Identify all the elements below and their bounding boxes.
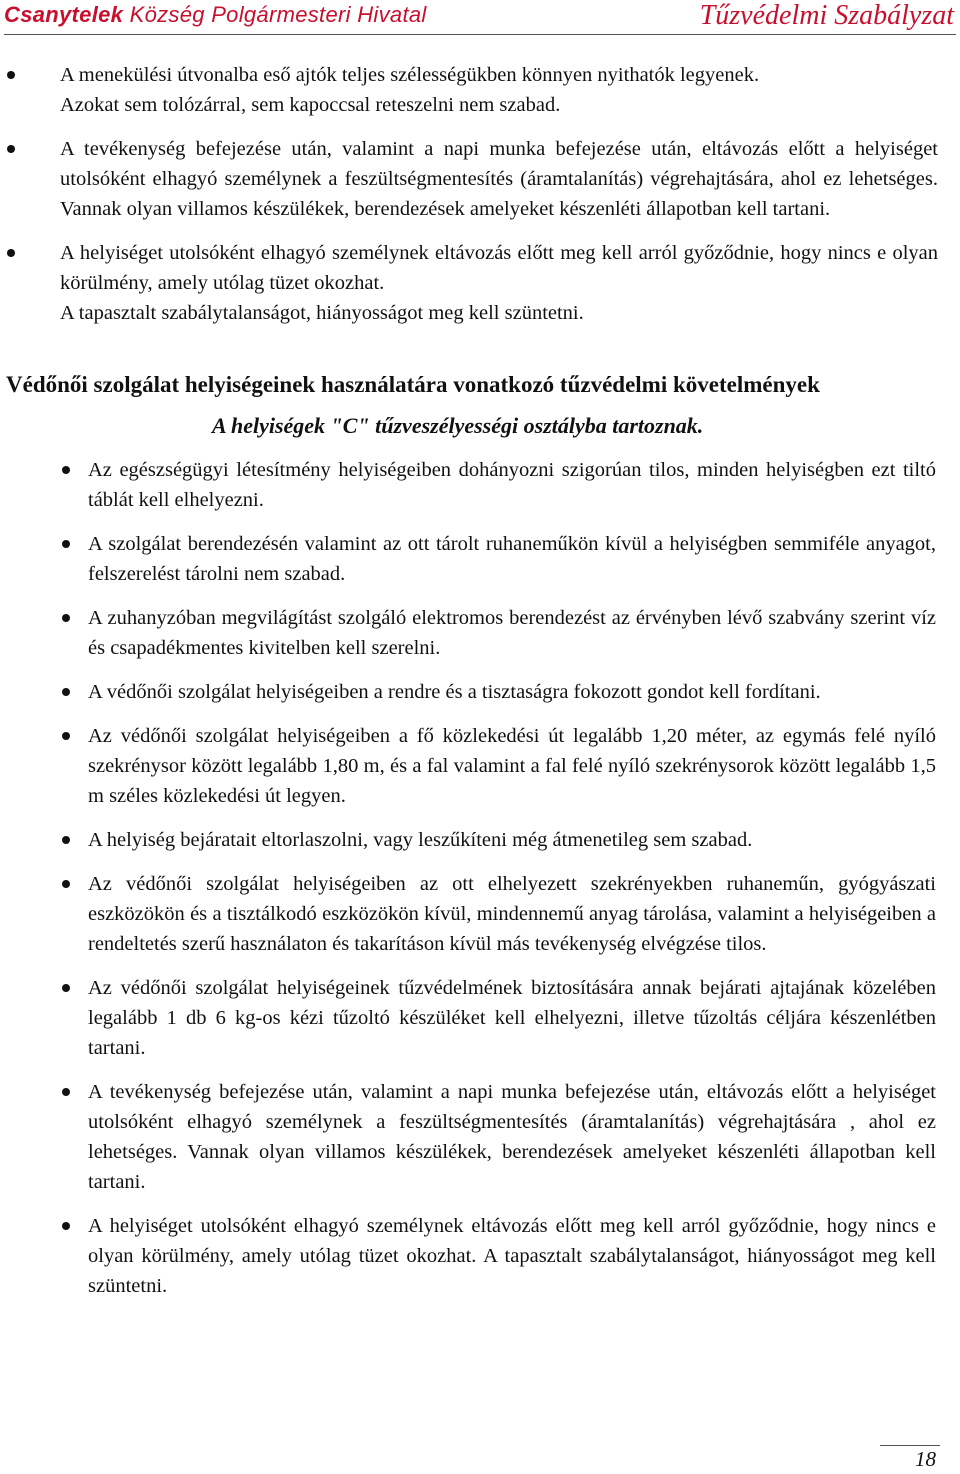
bullet-icon	[62, 836, 70, 844]
section-heading: Védőnői szolgálat helyiségeinek használatára vonatkozó tűzvédelmi követelmények	[6, 372, 820, 397]
bottom-bullet-list	[0, 455, 960, 1301]
item-text: A helyiséget utolsóként elhagyó személynek eltávozás előtt meg kell arról győződnie, hogy nincs e olyan körülmény, amely utólag tüzet okozhat. A tapasztalt szabálytalanságot, hiányosságot meg kell szüntetni.	[88, 1215, 936, 1297]
bullet-icon	[62, 614, 70, 622]
item-text: Az egészségügyi létesítmény helyiségeiben dohányozni szigorúan tilos, minden helyiségben ezt tiltó táblát kell elhelyezni.	[88, 459, 936, 511]
organization-name	[4, 2, 427, 28]
list-item	[88, 529, 936, 589]
bullet-icon	[62, 1088, 70, 1096]
list-item	[88, 1211, 936, 1301]
list-item	[88, 825, 936, 855]
bullet-icon	[7, 145, 15, 153]
bullet-icon	[62, 732, 70, 740]
item-text: A tapasztalt szabálytalanságot, hiányosságot meg kell szüntetni.	[60, 302, 584, 324]
bullet-icon	[62, 466, 70, 474]
bullet-icon	[62, 1222, 70, 1230]
list-item	[60, 238, 938, 328]
document-body	[0, 60, 960, 1315]
list-item	[88, 1077, 936, 1197]
item-text: A menekülési útvonalba eső ajtók teljes szélességükben könnyen nyithatók legyenek.	[60, 64, 760, 86]
list-item	[88, 455, 936, 515]
bullet-icon	[62, 688, 70, 696]
item-text: Az védőnői szolgálat helyiségeiben a fő közlekedési út legalább 1,20 méter, az egymás felé nyíló szekrénysor között legalább 1,80 m, és a fal valamint a fal felé nyíló szekrénysorok között legalább 1,5 m széles közlekedési út legyen.	[88, 725, 936, 807]
item-text: A helyiség bejáratait eltorlaszolni, vagy leszűkíteni még átmenetileg sem szabad.	[88, 829, 753, 851]
top-bullet-list	[0, 60, 960, 328]
bullet-icon	[7, 71, 15, 79]
header-rule	[4, 34, 956, 35]
item-text: A tevékenység befejezése után, valamint a napi munka befejezése után, eltávozás előtt a helyiséget utolsóként elhagyó személynek a feszültségmentesítés (áramtalanítás) végrehajtására, ahol ez lehetséges. Vannak olyan villamos készülékek, berendezések amelyeket készenléti állapotban kell tartani.	[60, 138, 938, 220]
item-text: Az védőnői szolgálat helyiségeinek tűzvédelmének biztosítására annak bejárati ajtajának közelében legalább 1 db 6 kg-os kézi tűzoltó készüléket kell elhelyezni, illetve tűzoltás céljára készenlétben tartani.	[88, 977, 936, 1059]
item-text: A tevékenység befejezése után, valamint a napi munka befejezése után, eltávozás előtt a helyiséget utolsóként elhagyó személynek a feszültségmentesítés (áramtalanítás) végrehajtására , ahol ez lehetséges. Vannak olyan villamos készülékek, berendezések amelyeket készenléti állapotban kell tartani.	[88, 1081, 936, 1193]
list-item	[88, 677, 936, 707]
bullet-icon	[62, 540, 70, 548]
item-text: Azokat sem tolózárral, sem kapoccsal reteszelni nem szabad.	[60, 94, 561, 116]
organization-name-rest: Község Polgármesteri Hivatal	[129, 2, 427, 27]
list-item	[88, 869, 936, 959]
list-item	[88, 973, 936, 1063]
section-subheading: A helyiségek "C" tűzveszélyességi osztályba tartoznak.	[212, 413, 704, 438]
bullet-icon	[7, 249, 15, 257]
item-text: Az védőnői szolgálat helyiségeiben az ott elhelyezett szekrényekben ruhaneműn, gyógyászati eszközökön és a tisztálkodó eszközökön kívül, mindennemű anyag tárolása, valamint a helyiségeiben a rendeltetés szerű használaton és takarításon kívül más tevékenység elvégzése tilos.	[88, 873, 936, 955]
list-item	[60, 134, 938, 224]
organization-name-bold: Csanytelek	[4, 2, 124, 27]
bullet-icon	[62, 984, 70, 992]
list-item	[88, 603, 936, 663]
page-header	[0, 0, 960, 34]
document-title: Tűzvédelmi Szabályzat	[699, 0, 954, 31]
footer-rule	[880, 1445, 940, 1446]
page-number: 18	[915, 1447, 936, 1471]
list-item	[88, 721, 936, 811]
item-text: A zuhanyzóban megvilágítást szolgáló elektromos berendezést az érvényben lévő szabvány szerint víz és csapadékmentes kivitelben kell szerelni.	[88, 607, 936, 659]
item-text: A védőnői szolgálat helyiségeiben a rendre és a tisztaságra fokozott gondot kell fordítani.	[88, 681, 821, 703]
list-item	[60, 60, 938, 120]
bullet-icon	[62, 880, 70, 888]
item-text: A helyiséget utolsóként elhagyó személynek eltávozás előtt meg kell arról győződnie, hogy nincs e olyan körülmény, amely utólag tüzet okozhat.	[60, 242, 938, 294]
item-text: A szolgálat berendezésén valamint az ott tárolt ruhaneműkön kívül a helyiségben semmiféle anyagot, felszerelést tárolni nem szabad.	[88, 533, 936, 585]
